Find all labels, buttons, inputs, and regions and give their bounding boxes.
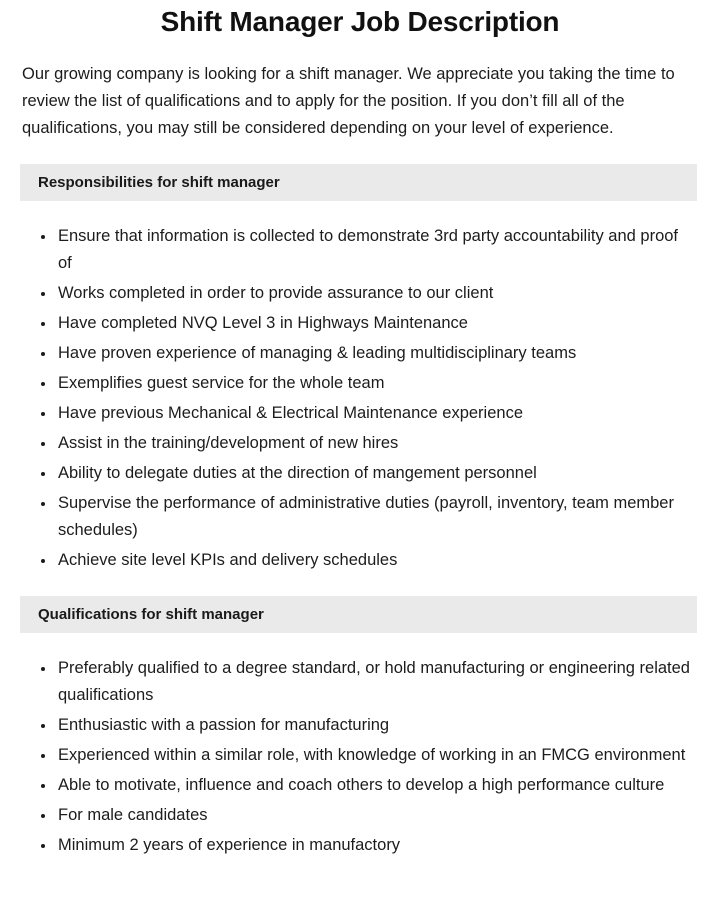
list-item: Assist in the training/development of new hires: [0, 430, 720, 457]
list-item: Able to motivate, influence and coach others to develop a high performance culture: [0, 772, 720, 799]
section-qualifications: [0, 596, 720, 859]
list-item: Have proven experience of managing & leading multidisciplinary teams: [0, 340, 720, 367]
qualifications-list: [0, 633, 720, 859]
list-item: Ensure that information is collected to demonstrate 3rd party accountability and proof of: [0, 223, 720, 277]
responsibilities-list: [0, 201, 720, 574]
list-item: Have completed NVQ Level 3 in Highways Maintenance: [0, 310, 720, 337]
list-item: Have previous Mechanical & Electrical Maintenance experience: [0, 400, 720, 427]
intro-paragraph: Our growing company is looking for a shift manager. We appreciate you taking the time to review the list of qualifications and to apply for the position. If you don’t fill all of the qualifications, you may still be considered depending on your level of experience.: [22, 65, 675, 137]
list-item: Experienced within a similar role, with knowledge of working in an FMCG environment: [0, 742, 720, 769]
list-item: Minimum 2 years of experience in manufactory: [0, 832, 720, 859]
list-item: Ability to delegate duties at the direction of mangement personnel: [0, 460, 720, 487]
section-heading-qualifications: Qualifications for shift manager: [20, 596, 697, 633]
list-item: Enthusiastic with a passion for manufacturing: [0, 712, 720, 739]
section-responsibilities: [0, 164, 720, 574]
list-item: Supervise the performance of administrative duties (payroll, inventory, team member schedules): [0, 490, 720, 544]
section-heading-responsibilities: Responsibilities for shift manager: [20, 164, 697, 201]
page-title: Shift Manager Job Description: [160, 6, 560, 37]
list-item: Exemplifies guest service for the whole team: [0, 370, 720, 397]
list-item: Achieve site level KPIs and delivery schedules: [0, 547, 720, 574]
list-item: For male candidates: [0, 802, 720, 829]
list-item: Works completed in order to provide assurance to our client: [0, 280, 720, 307]
list-item: Preferably qualified to a degree standard, or hold manufacturing or engineering related qualifications: [0, 655, 720, 709]
